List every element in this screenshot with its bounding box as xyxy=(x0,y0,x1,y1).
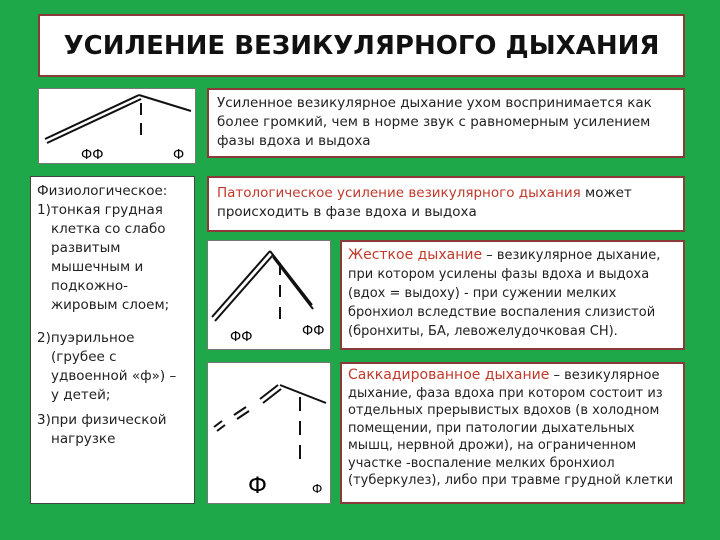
expiration-label: Ф xyxy=(312,482,323,496)
pathological-lead: Патологическое усиление везикулярного дыхания xyxy=(217,185,581,201)
pathological-text xyxy=(207,176,685,232)
intro-text: Усиленное везикулярное дыхание ухом воспринимается как более громкий, чем в норме звук с равномерным усилением фазы вдоха и выдоха xyxy=(207,88,685,158)
inspiration-label: Ф xyxy=(248,474,267,499)
harsh-breathing-desc: – везикулярное дыхание, при котором усилены фазы вдоха и выдоха (вдох = выдоху) - при сужении мелких бронхиол вследствие воспаления слизистой (бронхиты, БА, левожелудочковая СН). xyxy=(348,248,661,339)
physiological-panel xyxy=(30,176,195,504)
inspiration-label: ФФ xyxy=(81,148,104,163)
physiological-item-2: 2)пуэрильное (грубее с удвоенной «ф») – у детей; xyxy=(37,330,177,403)
harsh-breathing-term: Жесткое дыхание xyxy=(348,247,483,263)
breathing-diagram-harsh xyxy=(207,240,331,350)
expiration-label: ФФ xyxy=(302,324,325,339)
physiological-item-3: 3)при физической нагрузке xyxy=(37,412,167,447)
physiological-heading: Физиологическое: xyxy=(37,183,168,199)
saccadic-breathing-desc: – везикулярное дыхание, фаза вдоха при котором состоит из отдельных прерывистых вдохов (в холодном помещении, при патологии дыхательных мышц, нервной дрожи), на ограниченном участке -воспаление мелких бронхиол (туберкулез), либо при травме грудной клетки xyxy=(348,368,674,488)
saccadic-breathing-term: Саккадированное дыхание xyxy=(348,367,550,383)
breathing-diagram-saccadic xyxy=(207,362,331,504)
page-title: УСИЛЕНИЕ ВЕЗИКУЛЯРНОГО ДЫХАНИЯ xyxy=(38,14,685,77)
pathological-rest: может происходить в фазе вдоха и выдоха xyxy=(217,185,632,220)
saccadic-breathing-text xyxy=(340,362,685,504)
breathing-diagram-enhanced xyxy=(38,88,196,164)
inspiration-label: ФФ xyxy=(230,330,253,345)
expiration-label: Ф xyxy=(173,148,185,163)
physiological-item-1: 1)тонкая грудная клетка со слабо развитым мышечным и подкожно-жировым слоем; xyxy=(37,202,170,313)
harsh-breathing-text xyxy=(340,240,685,350)
